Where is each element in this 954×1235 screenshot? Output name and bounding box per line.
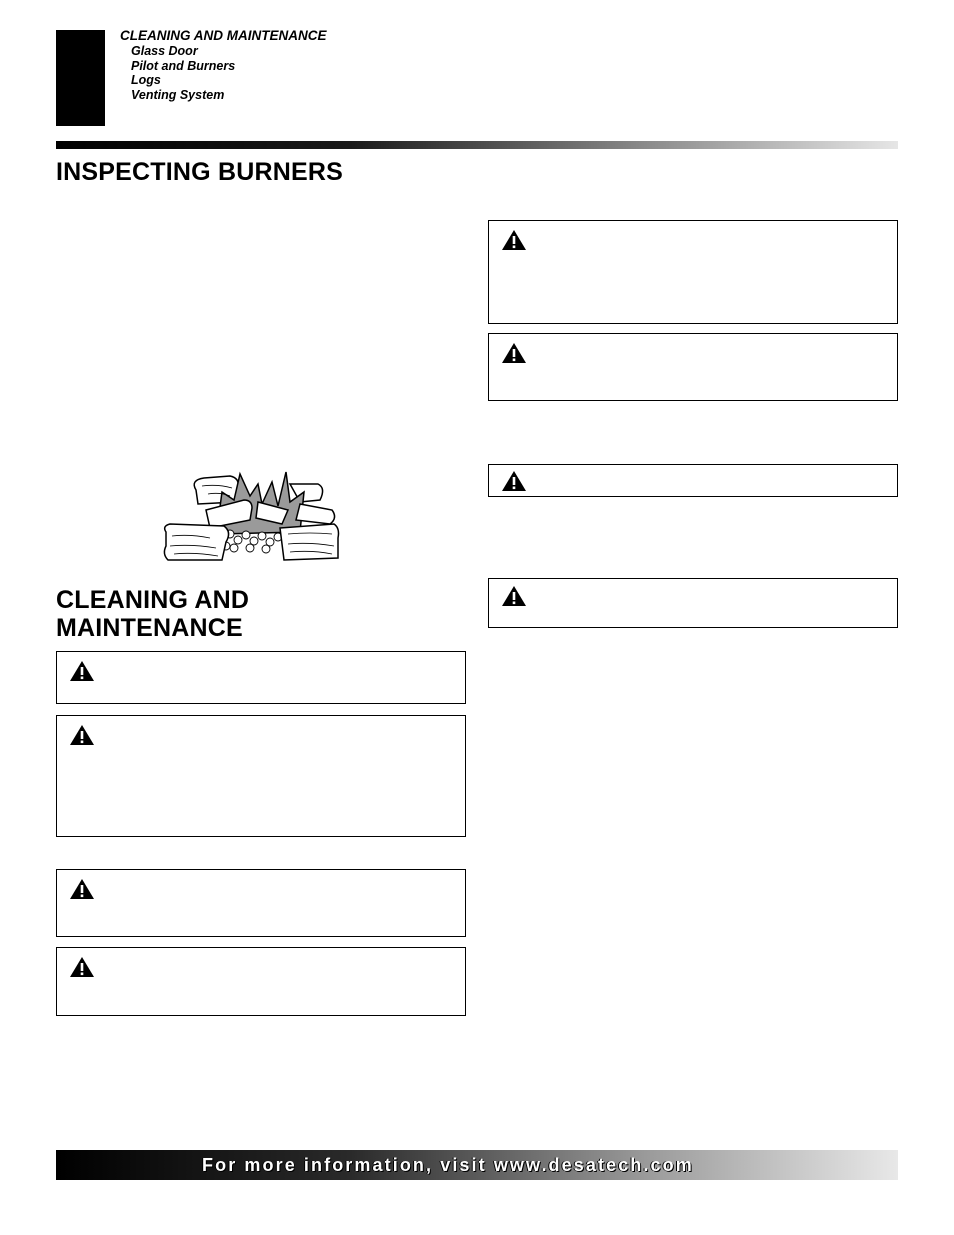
warning-triangle-icon xyxy=(69,660,95,682)
cleaning-maintenance-heading xyxy=(56,586,249,642)
section-item: Pilot and Burners xyxy=(131,58,236,73)
warning-triangle-icon xyxy=(501,585,527,607)
section-contents xyxy=(120,28,327,102)
warning-box xyxy=(56,715,466,837)
warning-triangle-icon xyxy=(69,724,95,746)
warning-triangle-icon xyxy=(69,878,95,900)
section-item: Glass Door xyxy=(131,44,198,58)
inspecting-burners-heading: INSPECTING BURNERS xyxy=(56,158,343,186)
warning-box xyxy=(56,869,466,937)
cleaning-heading-line2: MAINTENANCE xyxy=(56,614,243,642)
footer-website-text: For more information, visit www.desatech.com xyxy=(202,1155,694,1175)
logs-illustration xyxy=(160,462,342,564)
section-items xyxy=(120,44,327,102)
footer-bar xyxy=(56,1150,898,1180)
warning-box xyxy=(488,464,898,497)
warning-box xyxy=(488,220,898,324)
warning-box xyxy=(56,947,466,1016)
warning-box xyxy=(56,651,466,704)
warning-box xyxy=(488,578,898,628)
section-heading: CLEANING AND MAINTENANCE xyxy=(120,28,327,43)
gradient-rule xyxy=(56,141,898,149)
section-item: Logs xyxy=(131,73,161,88)
warning-triangle-icon xyxy=(69,956,95,978)
cleaning-heading-line1: CLEANING AND xyxy=(56,586,250,614)
warning-triangle-icon xyxy=(501,229,527,251)
warning-triangle-icon xyxy=(501,470,527,492)
section-item: Venting System xyxy=(131,87,225,102)
warning-box xyxy=(488,333,898,401)
section-tab-block xyxy=(56,30,105,126)
warning-triangle-icon xyxy=(501,342,527,364)
